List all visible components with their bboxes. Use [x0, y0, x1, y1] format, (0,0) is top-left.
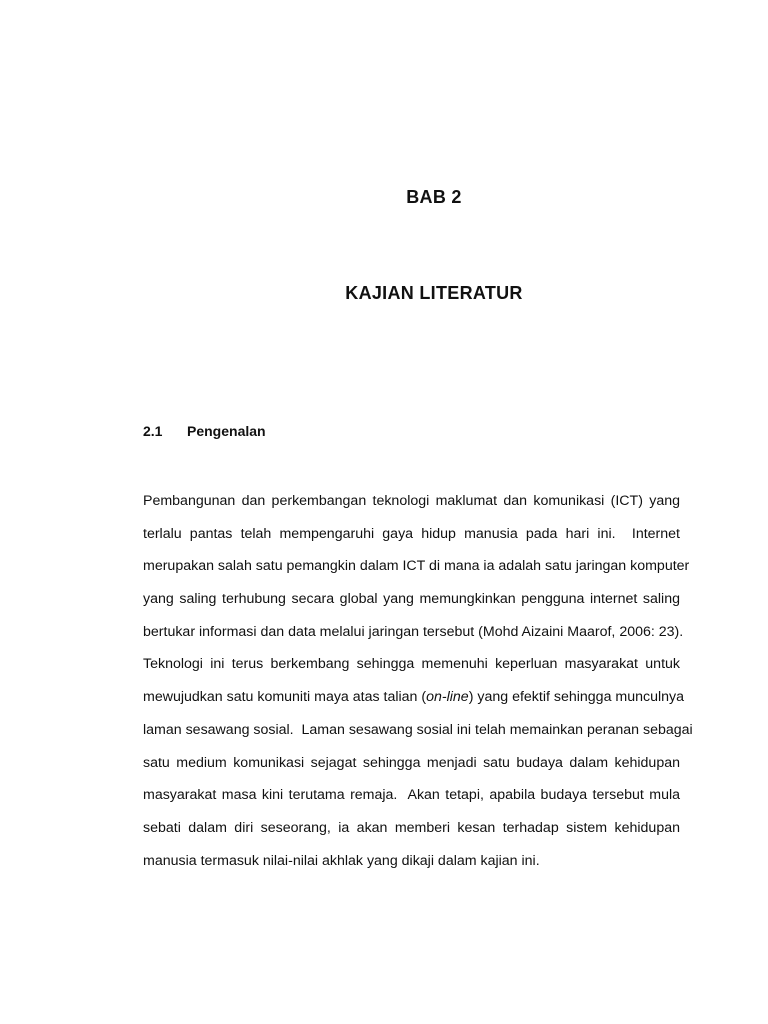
text-segment: satu medium komunikasi sejagat sehingga menjadi satu budaya dalam kehidupan	[143, 754, 680, 771]
paragraph-line	[143, 550, 690, 583]
paragraph-line	[143, 747, 680, 780]
body-paragraph	[143, 485, 693, 877]
section-heading	[143, 423, 266, 439]
chapter-number: BAB 2	[406, 187, 462, 207]
chapter-title: KAJIAN LITERATUR	[345, 283, 523, 303]
text-segment: merupakan salah satu pemangkin dalam ICT di mana ia adalah satu jaringan komputer	[143, 558, 690, 575]
text-segment: laman sesawang sosial. Laman sesawang sosial ini telah memainkan peranan sebagai	[143, 721, 693, 738]
paragraph-line	[143, 812, 680, 845]
paragraph-line	[143, 485, 680, 518]
text-segment: mewujudkan satu komuniti maya atas talian (	[143, 689, 427, 706]
text-segment: manusia termasuk nilai-nilai akhlak yang dikaji dalam kajian ini.	[143, 852, 540, 869]
paragraph-line	[143, 648, 680, 681]
paragraph-line	[143, 714, 693, 747]
paragraph-line	[143, 845, 680, 878]
text-segment: ) yang efektif sehingga munculnya	[468, 689, 685, 706]
text-segment: terlalu pantas telah mempengaruhi gaya hidup manusia pada hari ini. Internet	[143, 525, 680, 542]
section-title: Pengenalan	[187, 423, 266, 439]
paragraph-line	[143, 518, 680, 551]
text-segment: masyarakat masa kini terutama remaja. Akan tetapi, apabila budaya tersebut mula	[143, 787, 680, 804]
text-segment: yang saling terhubung secara global yang memungkinkan pengguna internet saling	[143, 591, 680, 608]
paragraph-line	[143, 583, 680, 616]
text-segment: Teknologi ini terus berkembang sehingga memenuhi keperluan masyarakat untuk	[143, 656, 680, 673]
italic-term: on-line	[426, 689, 469, 706]
paragraph-line	[143, 616, 684, 649]
text-segment: Pembangunan dan perkembangan teknologi maklumat dan komunikasi (ICT) yang	[143, 493, 680, 509]
text-segment: bertukar informasi dan data melalui jaringan tersebut (Mohd Aizaini Maarof, 2006: 23).	[143, 623, 684, 640]
section-number: 2.1	[143, 423, 163, 439]
paragraph-line	[143, 779, 680, 812]
paragraph-line	[143, 681, 685, 714]
text-segment: sebati dalam diri seseorang, ia akan memberi kesan terhadap sistem kehidupan	[143, 819, 680, 836]
